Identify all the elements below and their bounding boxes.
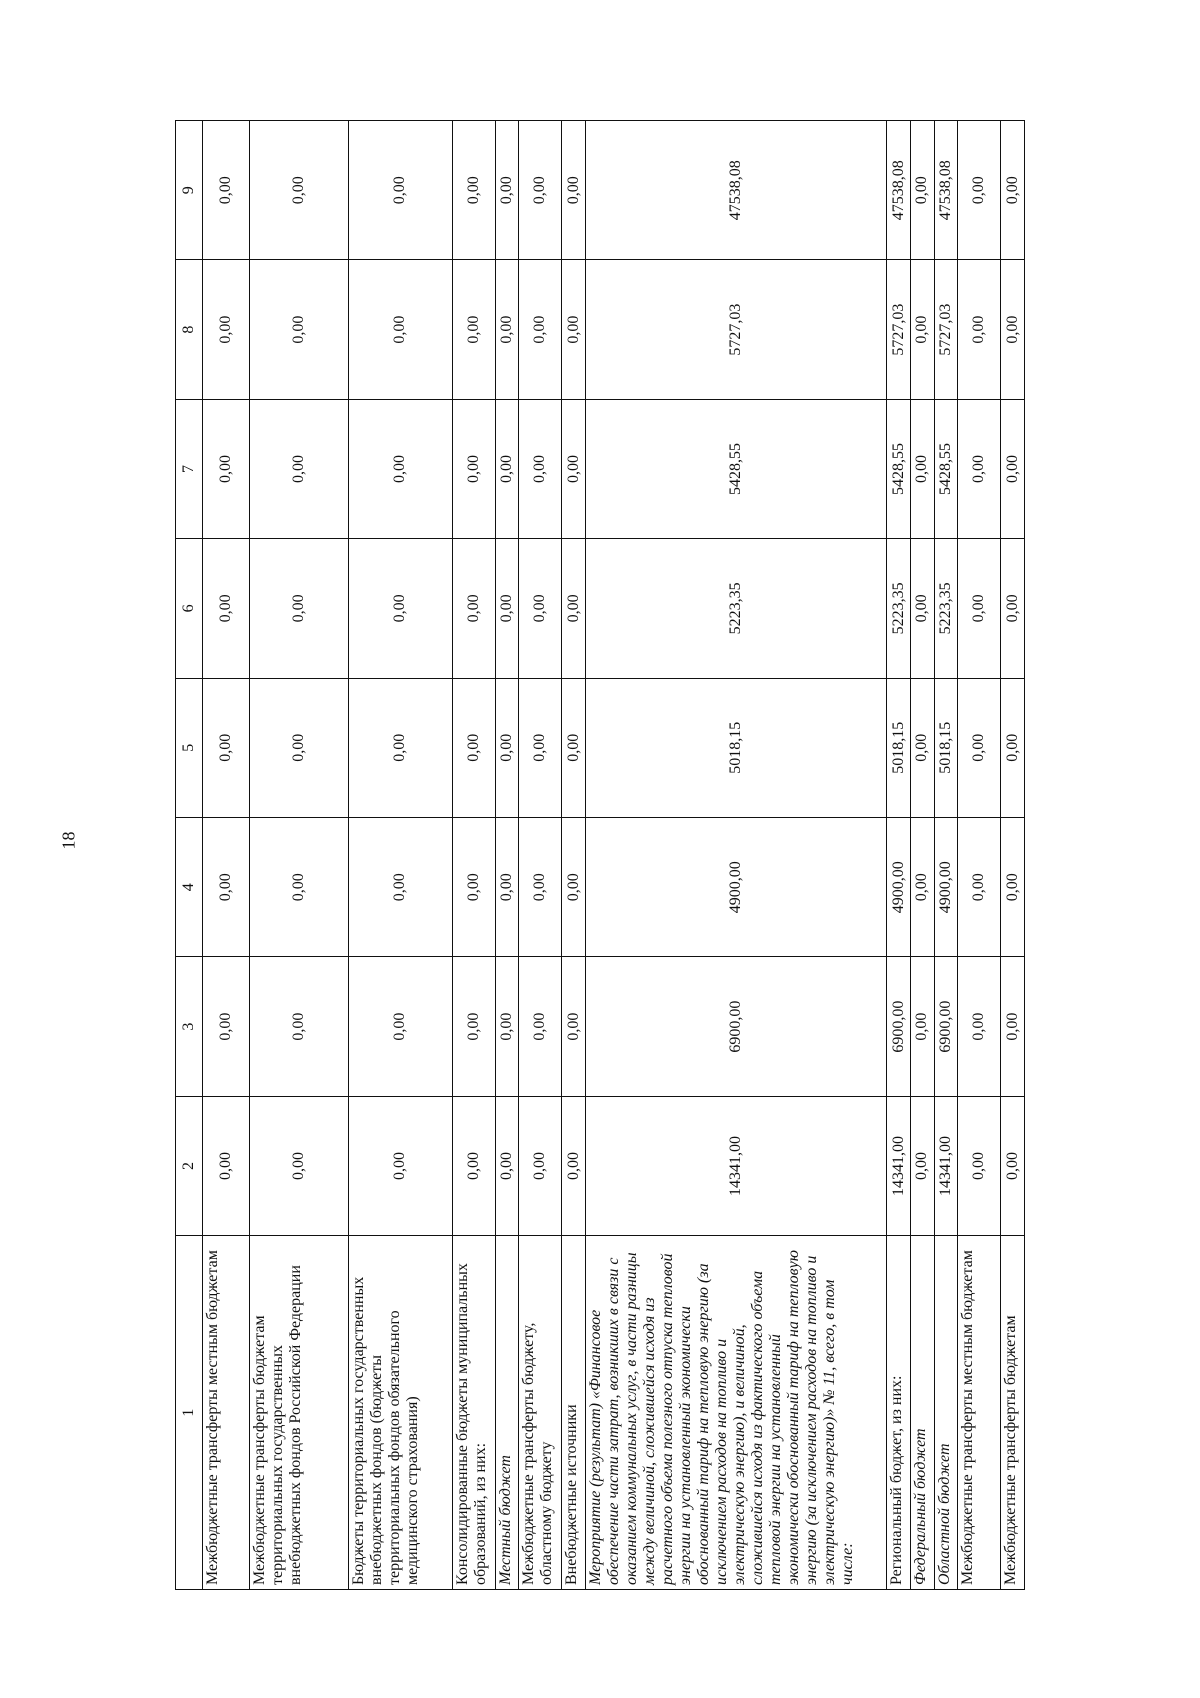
table-cell: 0,00 [202,1096,249,1235]
table-cell: 0,00 [958,957,1001,1096]
table-cell: 0,00 [250,260,349,399]
table-cell: 0,00 [202,121,249,260]
table-cell: 0,00 [562,957,586,1096]
table-cell: 0,00 [202,399,249,538]
table-cell: 0,00 [562,121,586,260]
table-cell: 5018,15 [934,678,958,817]
table-row [934,121,958,1590]
table-row [887,121,911,1590]
table-cell: 0,00 [1001,957,1025,1096]
table-cell: 0,00 [519,817,562,956]
table-cell: 0,00 [349,817,452,956]
table-cell: 14341,00 [887,1096,911,1235]
column-header: 7 [176,399,203,538]
column-header-row [176,121,203,1590]
page-number: 18 [58,831,79,850]
table-cell: 0,00 [910,817,934,956]
row-label: Межбюджетные трансферты бюджетам территориальных государственных внебюджетных фондов Российской Федерации [250,1236,349,1590]
table-cell: 6900,00 [934,957,958,1096]
table-cell: 6900,00 [887,957,911,1096]
table-cell: 5727,03 [887,260,911,399]
table-cell: 0,00 [349,1096,452,1235]
table-cell: 0,00 [202,817,249,956]
table-cell: 0,00 [250,817,349,956]
budget-table-container [175,120,1025,1590]
row-label: Межбюджетные трансферты местным бюджетам [958,1236,1001,1590]
table-cell: 0,00 [1001,539,1025,678]
table-cell: 5727,03 [934,260,958,399]
table-cell: 0,00 [562,817,586,956]
table-cell: 5223,35 [585,539,886,678]
table-cell: 4900,00 [887,817,911,956]
table-cell: 0,00 [495,399,519,538]
row-label: Мероприятие (результат) «Финансовое обеспечение части затрат, возникших в связи с оказанием коммунальных услуг, в части разницы между величиной, сложившейся исходя из расчетного объема полезного отпуска тепловой энергии на установленный экономически обоснованный тариф на тепловую энергию (за исключением расходов на топливо и электрическую энергию), и величиной, сложившейся исходя из фактического объема тепловой энергии на установленный экономически обоснованный тариф на тепловую энергию (за исключением расходов на топливо и электрическую энергию)» № 11, всего, в том числе: [585,1236,886,1590]
table-cell: 0,00 [349,121,452,260]
table-cell: 0,00 [910,260,934,399]
table-cell: 0,00 [1001,678,1025,817]
table-cell: 0,00 [1001,817,1025,956]
table-cell: 0,00 [349,957,452,1096]
row-label: Местный бюджет [495,1236,519,1590]
row-label: Региональный бюджет, из них: [887,1236,911,1590]
table-cell: 0,00 [519,260,562,399]
row-label: Федеральный бюджет [910,1236,934,1590]
table-cell: 0,00 [958,678,1001,817]
table-cell: 0,00 [250,957,349,1096]
table-cell: 0,00 [349,539,452,678]
row-label: Внебюджетные источники [562,1236,586,1590]
table-cell: 6900,00 [585,957,886,1096]
table-cell: 0,00 [452,817,495,956]
table-cell: 0,00 [1001,121,1025,260]
table-cell: 0,00 [495,957,519,1096]
table-cell: 5018,15 [585,678,886,817]
table-cell: 0,00 [910,539,934,678]
table-cell: 0,00 [519,957,562,1096]
table-row [495,121,519,1590]
table-cell: 0,00 [1001,260,1025,399]
table-cell: 0,00 [910,957,934,1096]
table-cell: 0,00 [519,121,562,260]
column-header: 2 [176,1096,203,1235]
table-cell: 0,00 [562,260,586,399]
table-row [519,121,562,1590]
table-row [585,121,886,1590]
table-cell: 5223,35 [887,539,911,678]
table-cell: 0,00 [562,678,586,817]
table-cell: 0,00 [495,539,519,678]
table-cell: 0,00 [452,121,495,260]
column-header: 1 [176,1236,203,1590]
table-cell: 0,00 [958,1096,1001,1235]
table-cell: 0,00 [910,121,934,260]
table-cell: 0,00 [202,539,249,678]
table-row [250,121,349,1590]
table-cell: 0,00 [250,121,349,260]
table-cell: 0,00 [452,1096,495,1235]
table-row [452,121,495,1590]
table-cell: 4900,00 [585,817,886,956]
table-cell: 0,00 [910,678,934,817]
table-cell: 0,00 [562,399,586,538]
table-cell: 0,00 [519,1096,562,1235]
table-cell: 0,00 [202,957,249,1096]
table-cell: 47538,08 [887,121,911,260]
row-label: Межбюджетные трансферты бюджету, областному бюджету [519,1236,562,1590]
table-cell: 0,00 [519,539,562,678]
table-cell: 0,00 [958,817,1001,956]
table-row [1001,121,1025,1590]
table-cell: 0,00 [349,260,452,399]
table-cell: 0,00 [495,121,519,260]
table-cell: 5428,55 [934,399,958,538]
table-cell: 47538,08 [934,121,958,260]
table-row [202,121,249,1590]
table-row [562,121,586,1590]
table-cell: 0,00 [250,678,349,817]
table-cell: 0,00 [250,1096,349,1235]
table-cell: 0,00 [910,1096,934,1235]
table-cell: 0,00 [910,399,934,538]
table-cell: 47538,08 [585,121,886,260]
table-cell: 0,00 [495,817,519,956]
table-cell: 0,00 [452,399,495,538]
table-cell: 0,00 [495,1096,519,1235]
table-cell: 0,00 [452,260,495,399]
table-cell: 0,00 [958,399,1001,538]
column-header: 6 [176,539,203,678]
column-header: 8 [176,260,203,399]
table-cell: 0,00 [349,399,452,538]
table-cell: 14341,00 [585,1096,886,1235]
row-label: Консолидированные бюджеты муниципальных образований, из них: [452,1236,495,1590]
table-cell: 0,00 [519,678,562,817]
table-cell: 0,00 [202,260,249,399]
row-label: Бюджеты территориальных государственных внебюджетных фондов (бюджеты территориальных фондов обязательного медицинского страхования) [349,1236,452,1590]
row-label: Межбюджетные трансферты бюджетам [1001,1236,1025,1590]
table-cell: 0,00 [519,399,562,538]
table-cell: 0,00 [349,678,452,817]
row-label: Межбюджетные трансферты местным бюджетам [202,1236,249,1590]
table-cell: 5018,15 [887,678,911,817]
table-row [958,121,1001,1590]
table-cell: 0,00 [250,539,349,678]
table-cell: 0,00 [452,678,495,817]
row-label: Областной бюджет [934,1236,958,1590]
budget-table [175,120,1025,1590]
table-cell: 0,00 [250,399,349,538]
table-cell: 0,00 [958,121,1001,260]
column-header: 5 [176,678,203,817]
table-cell: 0,00 [958,539,1001,678]
table-cell: 0,00 [562,1096,586,1235]
column-header: 3 [176,957,203,1096]
table-cell: 0,00 [495,260,519,399]
table-cell: 5223,35 [934,539,958,678]
table-row [349,121,452,1590]
table-cell: 0,00 [1001,399,1025,538]
table-cell: 14341,00 [934,1096,958,1235]
table-row [910,121,934,1590]
column-header: 4 [176,817,203,956]
table-cell: 0,00 [495,678,519,817]
table-cell: 5428,55 [585,399,886,538]
table-cell: 0,00 [562,539,586,678]
column-header: 9 [176,121,203,260]
table-cell: 0,00 [202,678,249,817]
table-cell: 0,00 [452,957,495,1096]
table-cell: 0,00 [958,260,1001,399]
table-cell: 0,00 [1001,1096,1025,1235]
table-cell: 5727,03 [585,260,886,399]
table-cell: 4900,00 [934,817,958,956]
table-cell: 5428,55 [887,399,911,538]
table-cell: 0,00 [452,539,495,678]
